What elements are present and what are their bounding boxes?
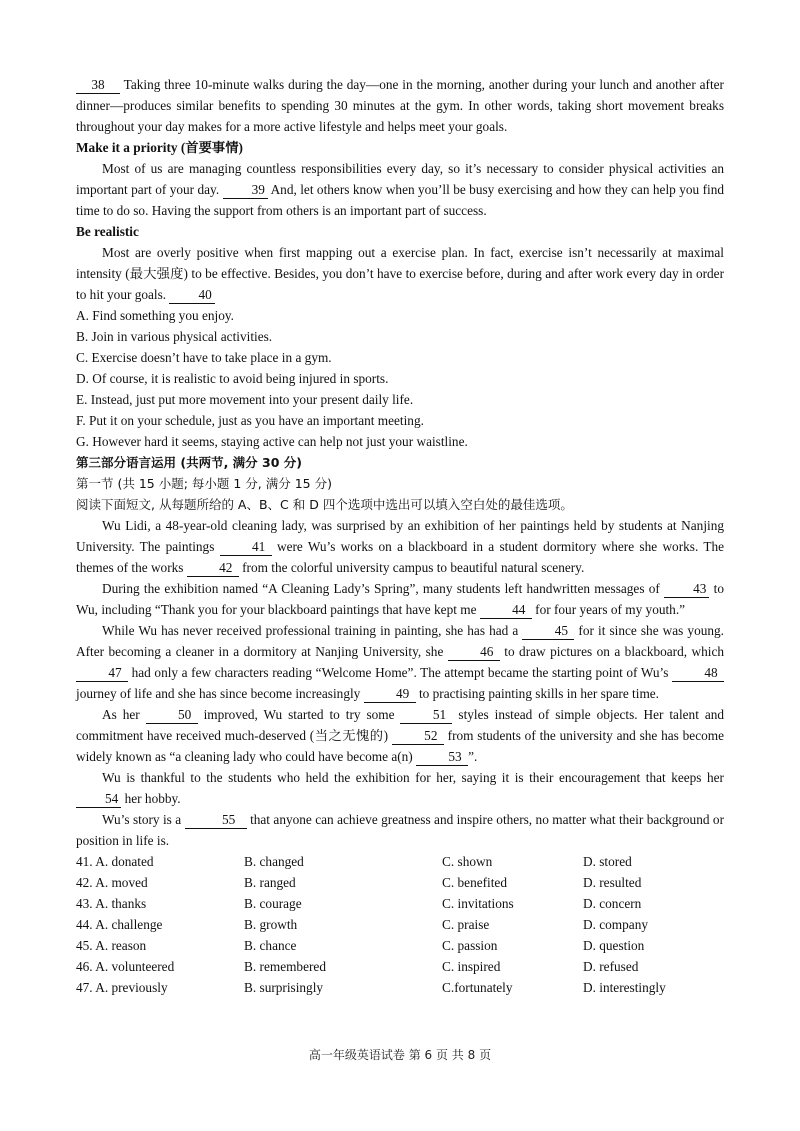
question-option: C.fortunately <box>442 980 513 995</box>
cloze-paragraph-3 <box>76 620 724 704</box>
question-option: D. question <box>583 938 645 953</box>
part-3-title: 第三部分语言运用 (共两节, 满分 30 分) <box>76 455 302 470</box>
cloze-text: to draw pictures on a blackboard, which <box>504 644 725 659</box>
paragraph-39-text-a: Most of us are managing countless responsibilities every day, so it’s necessary to consider physical activities an important part of your day. <box>76 161 724 197</box>
cloze-text: ”. <box>468 749 478 764</box>
blank-55: 55 <box>185 812 247 829</box>
blank-51: 51 <box>400 707 452 724</box>
seven-choice-options <box>76 305 724 452</box>
cloze-text: Wu Lidi, a 48-year-old cleaning lady, was surprised by an exhibition of her paintings held by students at Nanjing University. The paintings <box>76 518 724 554</box>
blank-49: 49 <box>364 686 416 703</box>
cloze-text: journey of life and she has since become increasingly <box>76 686 361 701</box>
paragraph-38 <box>76 74 724 137</box>
cloze-text: improved, Wu started to try some <box>203 707 395 722</box>
question-option: B. growth <box>244 917 298 932</box>
cloze-paragraph-4 <box>76 704 724 767</box>
cloze-paragraph-2 <box>76 578 724 620</box>
option-e: E. Instead, just put more movement into your present daily life. <box>76 392 414 407</box>
heading-priority: Make it a priority (首要事情) <box>76 140 243 155</box>
option-f: F. Put it on your schedule, just as you have an important meeting. <box>76 413 424 428</box>
blank-45: 45 <box>522 623 574 640</box>
cloze-text: her hobby. <box>124 791 181 806</box>
option-b: B. Join in various physical activities. <box>76 329 273 344</box>
blank-50: 50 <box>146 707 198 724</box>
question-option: B. remembered <box>244 959 326 974</box>
option-a: A. Find something you enjoy. <box>76 308 234 323</box>
cloze-text: to practising painting skills in her spare time. <box>418 686 660 701</box>
question-option: C. shown <box>442 854 493 869</box>
question-option: C. inspired <box>442 959 501 974</box>
question-option: 47. A. previously <box>76 980 168 995</box>
question-option: D. refused <box>583 959 639 974</box>
question-option: C. benefited <box>442 875 507 890</box>
question-45 <box>76 935 724 956</box>
blank-48: 48 <box>672 665 724 682</box>
question-option: 44. A. challenge <box>76 917 163 932</box>
cloze-text: to Wu, including “Thank you for your blackboard paintings that have kept me <box>76 581 725 617</box>
question-option: 42. A. moved <box>76 875 148 890</box>
blank-52: 52 <box>392 728 444 745</box>
option-d: D. Of course, it is realistic to avoid being injured in sports. <box>76 371 389 386</box>
question-option: 41. A. donated <box>76 854 154 869</box>
blank-47: 47 <box>76 665 128 682</box>
cloze-text: While Wu has never received professional training in painting, she has had a <box>102 623 519 638</box>
cloze-text: that anyone can achieve greatness and inspire others, no matter what their background or position in life is. <box>76 812 725 848</box>
question-option: D. company <box>583 917 648 932</box>
blank-40: 40 <box>169 287 214 304</box>
exam-page <box>76 74 724 998</box>
blank-54: 54 <box>76 791 121 808</box>
question-option: B. ranged <box>244 875 296 890</box>
cloze-paragraph-5 <box>76 767 724 809</box>
cloze-text: for it since she was young. After becoming a cleaner in a dormitory at Nanjing University, she <box>76 623 724 659</box>
cloze-text: from the colorful university campus to beautiful natural scenery. <box>242 560 585 575</box>
question-option: C. invitations <box>442 896 514 911</box>
blank-43: 43 <box>664 581 709 598</box>
question-44 <box>76 914 724 935</box>
heading-realistic: Be realistic <box>76 224 139 239</box>
question-option: 46. A. volunteered <box>76 959 175 974</box>
paragraph-40-text: Most are overly positive when first mapping out a exercise plan. In fact, exercise isn’t necessarily at maximal intensity (最大强度) to be effective. Besides, you don’t have to exercise before, during and after work every day in order to hit your goals. <box>76 245 724 302</box>
question-option: D. interestingly <box>583 980 666 995</box>
question-option: D. concern <box>583 896 642 911</box>
cloze-text: Wu is thankful to the students who held the exhibition for her, saying it is their encouragement that keeps her <box>102 770 724 785</box>
question-42 <box>76 872 724 893</box>
question-option: B. surprisingly <box>244 980 324 995</box>
blank-44: 44 <box>480 602 532 619</box>
paragraph-39 <box>76 158 724 221</box>
question-option: 45. A. reason <box>76 938 147 953</box>
cloze-text: from students of the university and she has become widely known as “a cleaning lady who could have become a(n) <box>76 728 725 764</box>
option-g: G. However hard it seems, staying active can help not just your waistline. <box>76 434 468 449</box>
cloze-text: had only a few characters reading “Welcome Home”. The attempt became the starting point of Wu’s <box>131 665 669 680</box>
question-option: 43. A. thanks <box>76 896 147 911</box>
question-option: C. passion <box>442 938 498 953</box>
cloze-paragraph-1 <box>76 515 724 578</box>
question-43 <box>76 893 724 914</box>
cloze-text: were Wu’s works on a blackboard in a student dormitory where she works. The themes of the works <box>76 539 724 575</box>
blank-53: 53 <box>416 749 468 766</box>
cloze-text: for four years of my youth.” <box>535 602 686 617</box>
instructions: 阅读下面短文, 从每题所给的 A、B、C 和 D 四个选项中选出可以填入空白处的最佳选项。 <box>76 497 573 512</box>
question-option: B. courage <box>244 896 302 911</box>
question-option: D. stored <box>583 854 632 869</box>
question-47 <box>76 977 724 998</box>
question-option: B. chance <box>244 938 297 953</box>
cloze-text: As her <box>102 707 140 722</box>
question-41 <box>76 851 724 872</box>
paragraph-39-text-b: And, let others know when you’ll be busy exercising and how they can help you find time to do so. Having the support from others is an important part of success. <box>76 182 725 218</box>
cloze-text: During the exhibition named “A Cleaning Lady’s Spring”, many students left handwritten messages of <box>102 581 660 596</box>
question-option: D. resulted <box>583 875 642 890</box>
blank-41: 41 <box>220 539 272 556</box>
blank-42: 42 <box>187 560 239 577</box>
option-c: C. Exercise doesn’t have to take place in a gym. <box>76 350 332 365</box>
cloze-text: styles instead of simple objects. Her talent and commitment have received much-deserved (当之无愧的) <box>76 707 725 743</box>
blank-39: 39 <box>223 182 268 199</box>
paragraph-40 <box>76 242 724 305</box>
cloze-text: Wu’s story is a <box>102 812 182 827</box>
question-options <box>76 851 724 998</box>
blank-38: 38 <box>76 77 120 94</box>
section-1-title: 第一节 (共 15 小题; 每小题 1 分, 满分 15 分) <box>76 476 332 491</box>
question-option: B. changed <box>244 854 304 869</box>
cloze-paragraph-6 <box>76 809 724 851</box>
question-46 <box>76 956 724 977</box>
question-option: C. praise <box>442 917 490 932</box>
page-footer: 高一年级英语试卷 第 6 页 共 8 页 <box>308 1048 492 1062</box>
paragraph-38-text: Taking three 10-minute walks during the day—one in the morning, another during your lunch and another after dinner—produces similar benefits to spending 30 minutes at the gym. In other words, taking short movement breaks throughout your day makes for a more active lifestyle and helps meet your goals. <box>76 77 724 134</box>
blank-46: 46 <box>448 644 500 661</box>
